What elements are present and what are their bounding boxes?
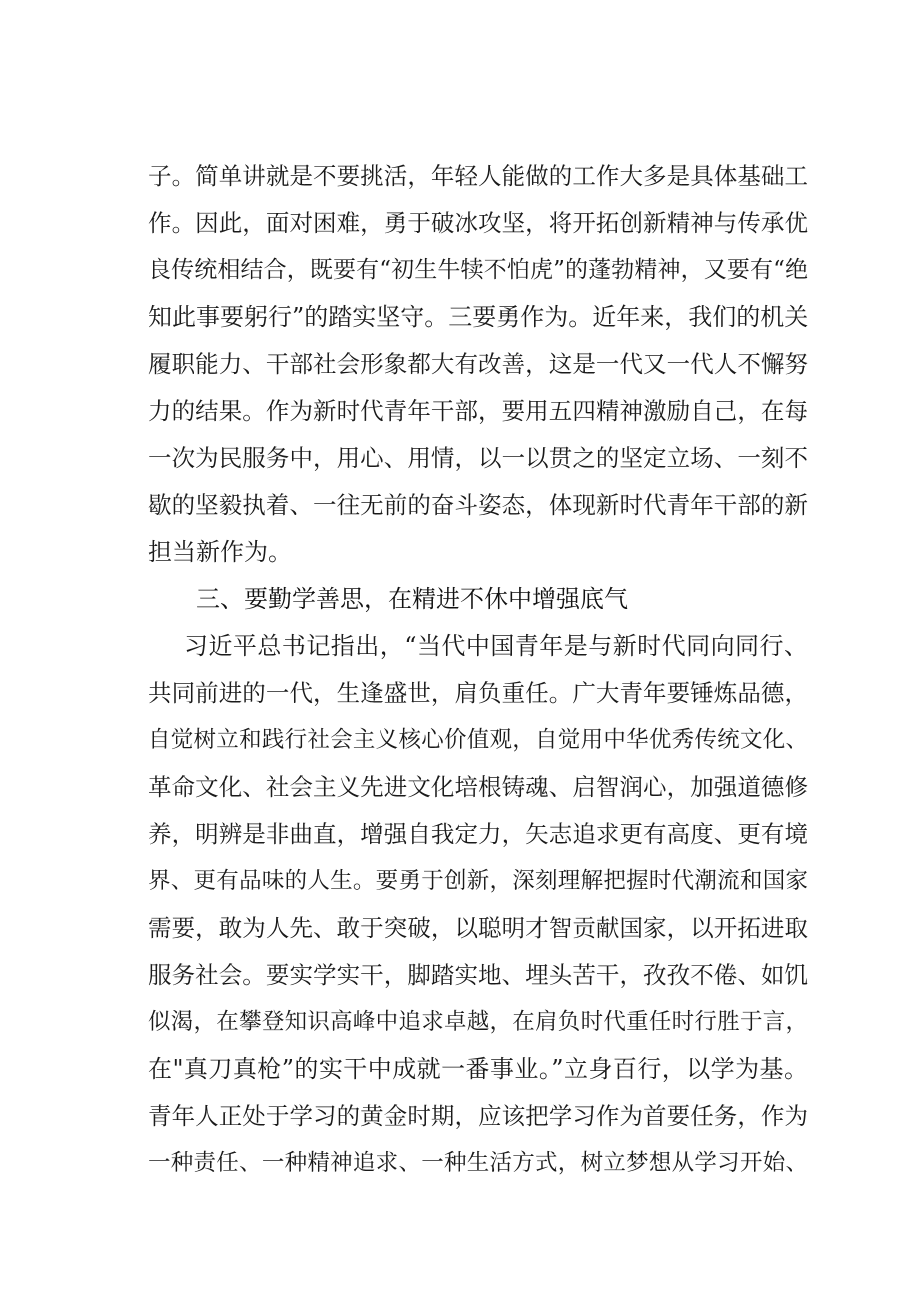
paragraph-line: 似渴，在攀登知识高峰中追求卓越，在肩负时代重任时行胜于言，: [148, 1009, 808, 1035]
paragraph-line: 知此事要躬行”的踏实坚守。三要勇作为。近年来，我们的机关: [148, 303, 809, 331]
paragraph-line: 歇的坚毅执着、一往无前的奋斗姿态，体现新时代青年干部的新: [148, 491, 808, 519]
paragraph-line: 界、更有品味的人生。要勇于创新，深刻理解把握时代潮流和国家: [148, 868, 808, 894]
paragraph-line: 需要，敢为人先、敢于突破，以聪明才智贡献国家，以开拓进取: [148, 914, 808, 942]
paragraph-line: 良传统相结合，既要有“初生牛犊不怕虎”的蓬勃精神，又要有“绝: [148, 257, 808, 283]
paragraph-line: 养，明辨是非曲直，增强自我定力，矢志追求更有高度、更有境: [148, 820, 808, 848]
paragraph-line: 一次为民服务中，用心、用情，以一以贯之的坚定立场、一刻不: [148, 444, 808, 472]
paragraph-line: 一种责任、一种精神追求、一种生活方式，树立梦想从学习开始、: [148, 1150, 808, 1176]
paragraph-line: 在"真刀真枪”的实干中成就一番事业。”立身百行，以学为基。: [148, 1055, 808, 1083]
paragraph-line: 子。简单讲就是不要挑活，年轻人能做的工作大多是具体基础工: [148, 162, 808, 190]
paragraph-line: 自觉树立和践行社会主义核心价值观，自觉用中华优秀传统文化、: [148, 727, 808, 753]
paragraph-line: 力的结果。作为新时代青年干部，要用五四精神激励自己，在每: [148, 397, 808, 425]
paragraph-line: 革命文化、社会主义先进文化培根铸魂、启智润心，加强道德修: [148, 773, 808, 801]
paragraph-line: 作。因此，面对困难，勇于破冰攻坚，将开拓创新精神与传承优: [148, 209, 808, 237]
paragraph-line: 履职能力、干部社会形象都大有改善，这是一代又一代人不懈努: [148, 350, 808, 378]
paragraph-line: 青年人正处于学习的黄金时期，应该把学习作为首要任务，作为: [148, 1102, 808, 1130]
paragraph-line: 服务社会。要实学实干，脚踏实地、埋头苦干，孜孜不倦、如饥: [148, 961, 808, 989]
paragraph-line: 习近平总书记指出，“当代中国青年是与新时代同向同行、: [184, 632, 808, 660]
section-heading: 三、要勤学善思，在精进不休中增强底气: [196, 585, 628, 613]
paragraph-line: 共同前进的一代，生逢盛世，肩负重任。广大青年要锤炼品德，: [148, 679, 808, 707]
paragraph-line: 担当新作为。: [148, 538, 292, 566]
